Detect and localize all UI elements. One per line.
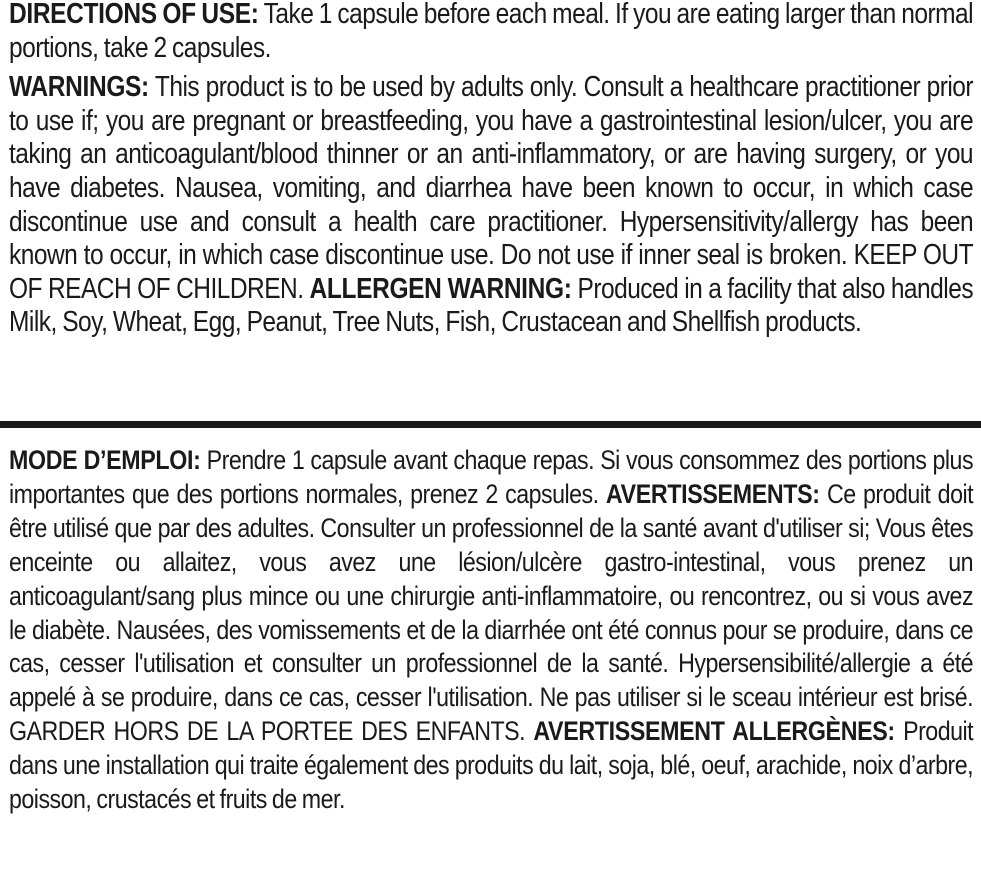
allergen-warning-heading: ALLERGEN WARNING: <box>309 272 572 305</box>
avertissements-heading: AVERTISSEMENTS: <box>605 478 820 509</box>
french-label-section <box>9 444 973 817</box>
warnings-paragraph <box>9 71 973 340</box>
section-divider <box>0 421 981 428</box>
directions-heading: DIRECTIONS OF USE: <box>9 0 259 30</box>
avertissements-text: Ce produit doit être utilisé que par des adultes. Consulter un professionnel de la santé avant d'utiliser si; Vous êtes enceinte ou allaitez, vous avez une lésion/ulcère gastro-intestinal, vous prenez un anticoagulant/sang plus mince ou une chirurgie anti-inflammatoire, ou rencontrez, ou si vous avez le diabète. Nausées, des vomissements et de la diarrhée ont été connus pour se produire, dans ce cas, cesser l'utilisation et consulter un professionnel de la santé. Hypersensibilité/allergie a été appelé à se produire, dans ce cas, cesser l'utilisation. Ne pas utiliser si le sceau intérieur est brisé. GARDER HORS DE LA PORTEE DES ENFANTS. <box>9 478 974 747</box>
mode-emploi-text: Prendre 1 capsule avant chaque repas. Si vous consommez des portions plus importantes que des portions normales, prenez 2 capsules. <box>9 445 974 509</box>
directions-text: Take 1 capsule before each meal. If you are eating larger than normal portions, take 2 capsules. <box>9 0 974 64</box>
avertissement-allergenes-heading: AVERTISSEMENT ALLERGÈNES: <box>533 716 895 747</box>
directions-paragraph <box>9 0 973 65</box>
warnings-heading: WARNINGS: <box>9 71 149 104</box>
allergen-warning-text: Produced in a facility that also handles Milk, Soy, Wheat, Egg, Peanut, Tree Nuts, Fish, Crustacean and Shellfish products. <box>9 272 974 339</box>
french-paragraph <box>9 444 973 817</box>
english-label-section <box>9 0 973 340</box>
avertissement-allergenes-text: Produit dans une installation qui traite également des produits du lait, soja, blé, oeuf, arachide, noix d’arbre, poisson, crustacés et fruits de mer. <box>9 716 974 815</box>
warnings-text: This product is to be used by adults only. Consult a healthcare practitioner prior to use if; you are pregnant or breastfeeding, you have a gastrointestinal lesion/ulcer, you are taking an anticoagulant/blood thinner or an anti-inflammatory, or are having surgery, or you have diabetes. Nausea, vomiting, and diarrhea have been known to occur, in which case discontinue use and consult a health care practitioner. Hypersensitivity/allergy has been known to occur, in which case discontinue use. Do not use if inner seal is broken. KEEP OUT OF REACH OF CHILDREN. <box>9 71 974 305</box>
mode-emploi-heading: MODE D’EMPLOI: <box>9 445 201 475</box>
